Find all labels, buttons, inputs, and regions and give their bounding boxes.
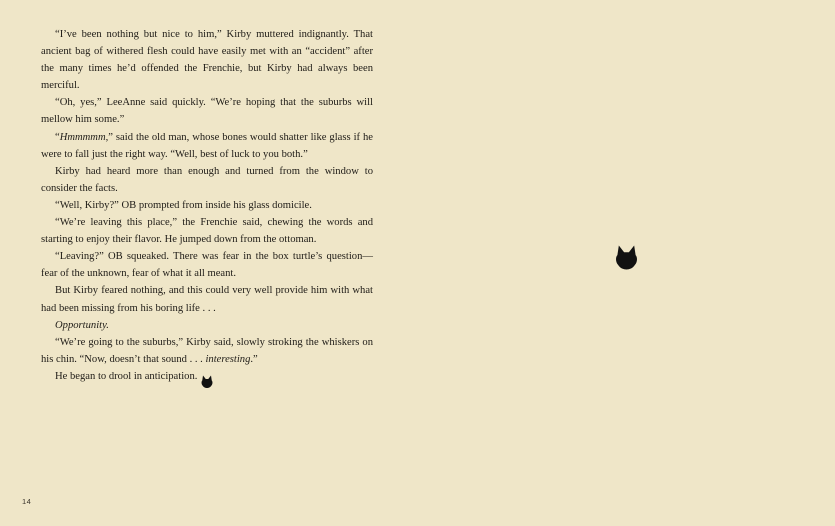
- paragraph: [41, 317, 373, 334]
- paragraph: [41, 214, 373, 248]
- text-run: “I’ve been nothing but nice to him,” Kirby muttered indignantly. That ancient bag of withered flesh could have easily met with an “accident” after the many times he’d offended the Frenchie, but Kirby had always been merciful.: [41, 29, 373, 92]
- text-run: He began to drool in anticipation.: [55, 370, 198, 382]
- paragraph: [41, 94, 373, 128]
- text-run: .”: [250, 353, 258, 365]
- text-run: “: [55, 131, 60, 143]
- text-run: “We’re going to the suburbs,” Kirby said, slowly stroking the whiskers on his chin. “Now, doesn’t that sound . . .: [41, 336, 373, 365]
- left-page: [0, 0, 417, 526]
- text-run: ” said the old man, whose bones would shatter like glass if he were to fall just the right way. “Well, best of luck to you both.”: [41, 131, 373, 160]
- dog-head-icon: [615, 244, 638, 270]
- text-run: But Kirby feared nothing, and this could very well provide him with what had been missing from his boring life . . .: [41, 285, 373, 314]
- text-run: Kirby had heard more than enough and turned from the window to consider the facts.: [41, 165, 373, 194]
- italic-text: Opportunity.: [55, 319, 109, 331]
- right-page: [417, 0, 835, 526]
- text-run: “Leaving?” OB squeaked. There was fear in the box turtle’s question—fear of the unknown, fear of what it all meant.: [41, 251, 373, 280]
- page-number: 14: [22, 497, 32, 506]
- paragraph: [41, 248, 373, 282]
- paragraph: [41, 197, 373, 214]
- italic-text: Hmmmmm,: [59, 131, 109, 143]
- paragraph: [41, 26, 373, 94]
- paragraph: [41, 282, 373, 316]
- text-run: “Oh, yes,” LeeAnne said quickly. “We’re hoping that the suburbs will mellow him some.”: [41, 97, 373, 126]
- text-run: “Well, Kirby?” OB prompted from inside his glass domicile.: [55, 199, 312, 211]
- paragraph: [41, 163, 373, 197]
- paragraph: [41, 129, 373, 163]
- body-text: [41, 26, 373, 385]
- text-run: “We’re leaving this place,” the Frenchie said, chewing the words and starting to enjoy their flavor. He jumped down from the ottoman.: [41, 217, 373, 246]
- dog-head-icon: [201, 375, 213, 388]
- italic-text: interesting: [205, 353, 251, 365]
- paragraph: [41, 334, 373, 368]
